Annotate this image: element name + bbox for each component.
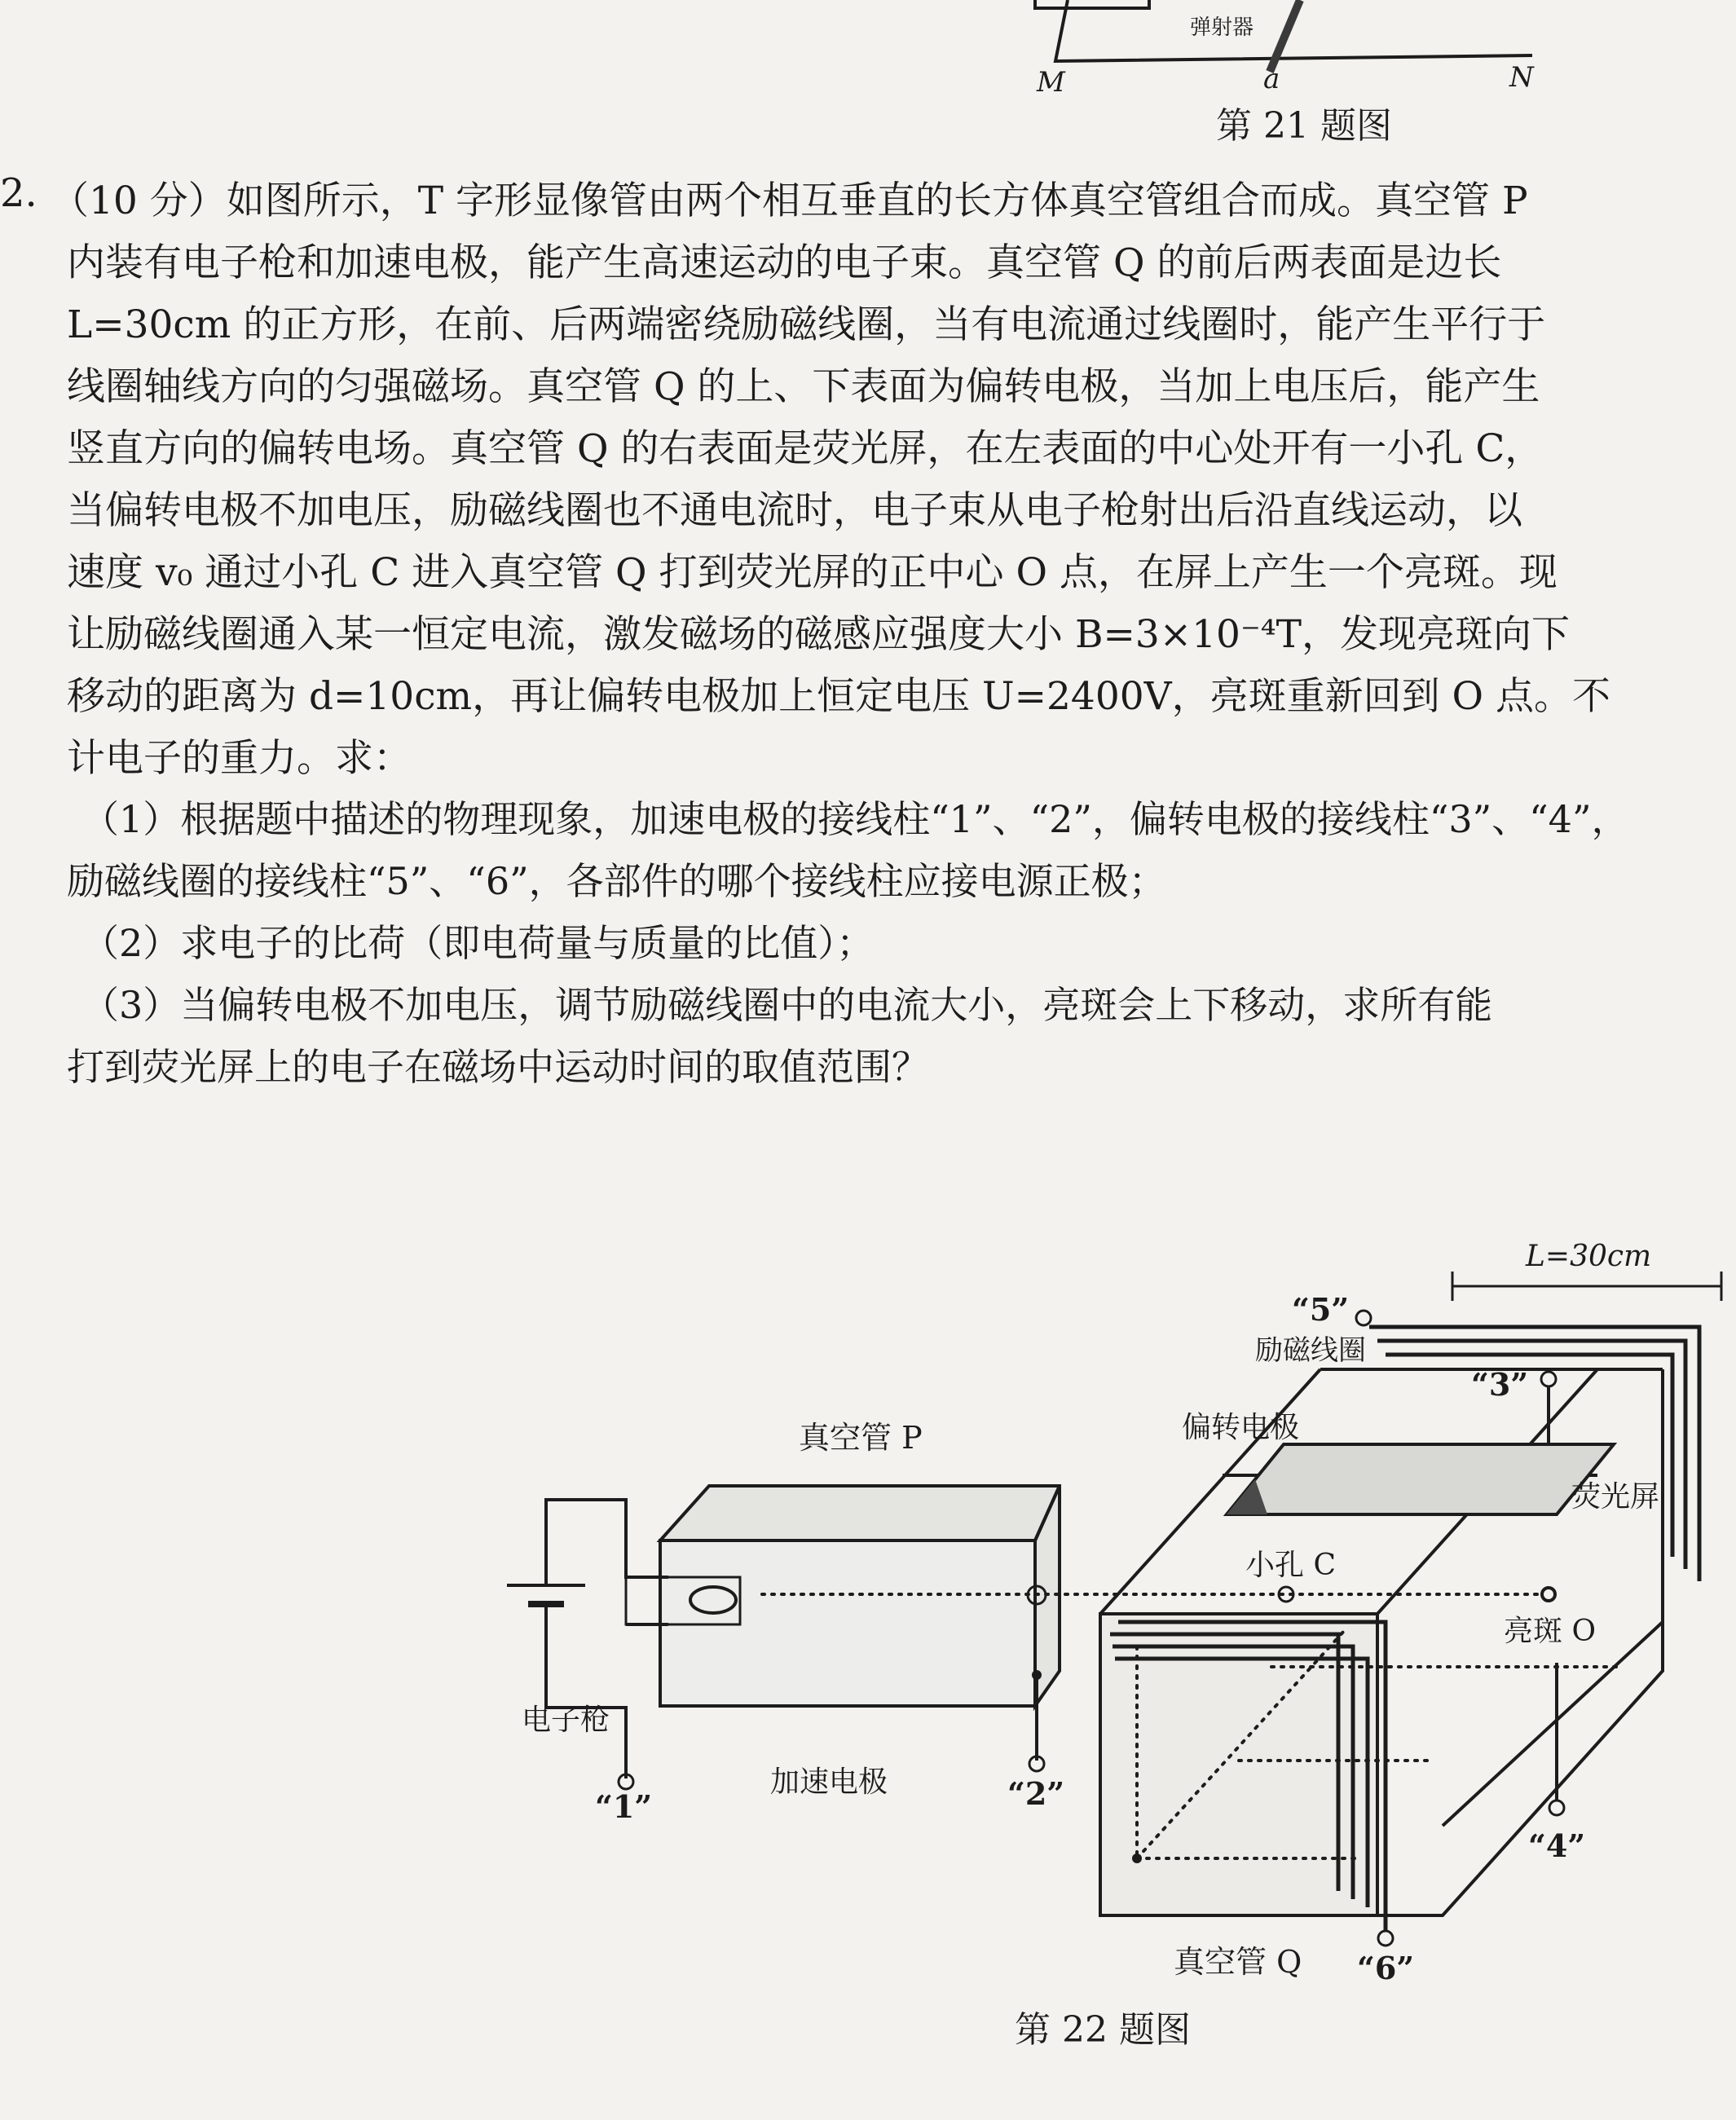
question-line-7: 速度 v₀ 通过小孔 C 进入真空管 Q 打到荧光屏的正中心 O 点，在屏上产生一个亮斑。现 (67, 550, 1558, 595)
label-spot: 亮斑 O (1504, 1615, 1596, 1648)
label-terminal-3: “3” (1471, 1366, 1529, 1403)
label-hole: 小孔 C (1245, 1549, 1336, 1582)
label-deflect: 偏转电极 (1182, 1411, 1300, 1444)
question-line-3: L=30cm 的正方形，在前、后两端密绕励磁线圈，当有电流通过线圈时，能产生平行于 (67, 302, 1546, 347)
question-line-5: 竖直方向的偏转电场。真空管 Q 的右表面是荧光屏，在左表面的中心处开有一小孔 C， (67, 426, 1544, 471)
terminal-4 (1549, 1800, 1564, 1815)
bright-spot-o (1542, 1588, 1555, 1601)
question-number: 2. (0, 170, 37, 216)
question-line-10: 计电子的重力。求： (67, 736, 412, 781)
subquestion-line-1: （1）根据题中描述的物理现象，加速电极的接线柱“1”、“2”，偏转电极的接线柱“3”、“4”， (82, 797, 1629, 841)
terminal-3 (1541, 1372, 1556, 1386)
label-dim: L=30cm (1526, 1240, 1652, 1273)
label-coil: 励磁线圈 (1255, 1334, 1366, 1367)
fig22-caption: 第 22 题图 (1015, 2009, 1191, 2051)
question-line-9: 移动的距离为 d=10cm，再让偏转电极加上恒定电压 U=2400V，亮斑重新回到 O 点。不 (67, 674, 1610, 719)
label-screen: 荧光屏 (1571, 1480, 1660, 1514)
tube-q (1100, 1272, 1721, 1946)
question-line-6: 当偏转电极不加电压，励磁线圈也不通电流时，电子束从电子枪射出后沿直线运动，以 (67, 488, 1522, 533)
deflection-plate-top (1227, 1444, 1614, 1514)
subquestion-line-2: 励磁线圈的接线柱“5”、“6”，各部件的哪个接线柱应接电源正极； (67, 859, 1166, 903)
fig21-launcher-label: 弹射器 (1190, 15, 1254, 40)
question-line-4: 线圈轴线方向的匀强磁场。真空管 Q 的上、下表面为偏转电极，当加上电压后，能产生 (67, 364, 1540, 409)
subquestion-line-3: （2）求电子的比荷（即电荷量与质量的比值）； (82, 921, 875, 965)
subquestion-line-4: （3）当偏转电极不加电压，调节励磁线圈中的电流大小，亮斑会上下移动，求所有能 (82, 983, 1493, 1027)
tube-q-corner-dot (1132, 1853, 1142, 1863)
label-terminal-4: “4” (1528, 1827, 1586, 1864)
question-line-2: 内装有电子枪和加速电极，能产生高速运动的电子束。真空管 Q 的前后两表面是边长 (67, 240, 1502, 285)
question-line-8: 让励磁线圈通入某一恒定电流，激发磁场的磁感应强度大小 B=3×10⁻⁴T，发现亮斑向下 (67, 612, 1570, 657)
label-accel: 加速电极 (770, 1765, 888, 1799)
terminal-6 (1378, 1931, 1393, 1946)
terminal-5 (1356, 1311, 1371, 1325)
fig21-label-a: a (1263, 63, 1280, 95)
label-terminal-2: “2” (1007, 1775, 1065, 1812)
tube-p-top-face (660, 1486, 1060, 1540)
gun-wire-bottom (546, 1604, 626, 1778)
label-tube-p: 真空管 P (799, 1420, 923, 1456)
question-line-1: （10 分）如图所示，T 字形显像管由两个相互垂直的长方体真空管组合而成。真空管 P (51, 179, 1528, 223)
fig21-caption: 第 21 题图 (1216, 105, 1392, 147)
label-terminal-1: “1” (595, 1788, 653, 1825)
fig21-label-m: M (1037, 66, 1065, 98)
label-terminal-5: “5” (1292, 1291, 1350, 1328)
label-terminal-6: “6” (1357, 1950, 1415, 1986)
label-tube-q: 真空管 Q (1174, 1944, 1302, 1980)
fig21-label-n: N (1509, 61, 1534, 94)
subquestion-line-5: 打到荧光屏上的电子在磁场中运动时间的取值范围？ (67, 1045, 929, 1089)
gun-wire-left (546, 1500, 668, 1585)
accel-node (1032, 1670, 1042, 1680)
label-gun: 电子枪 (522, 1703, 610, 1737)
